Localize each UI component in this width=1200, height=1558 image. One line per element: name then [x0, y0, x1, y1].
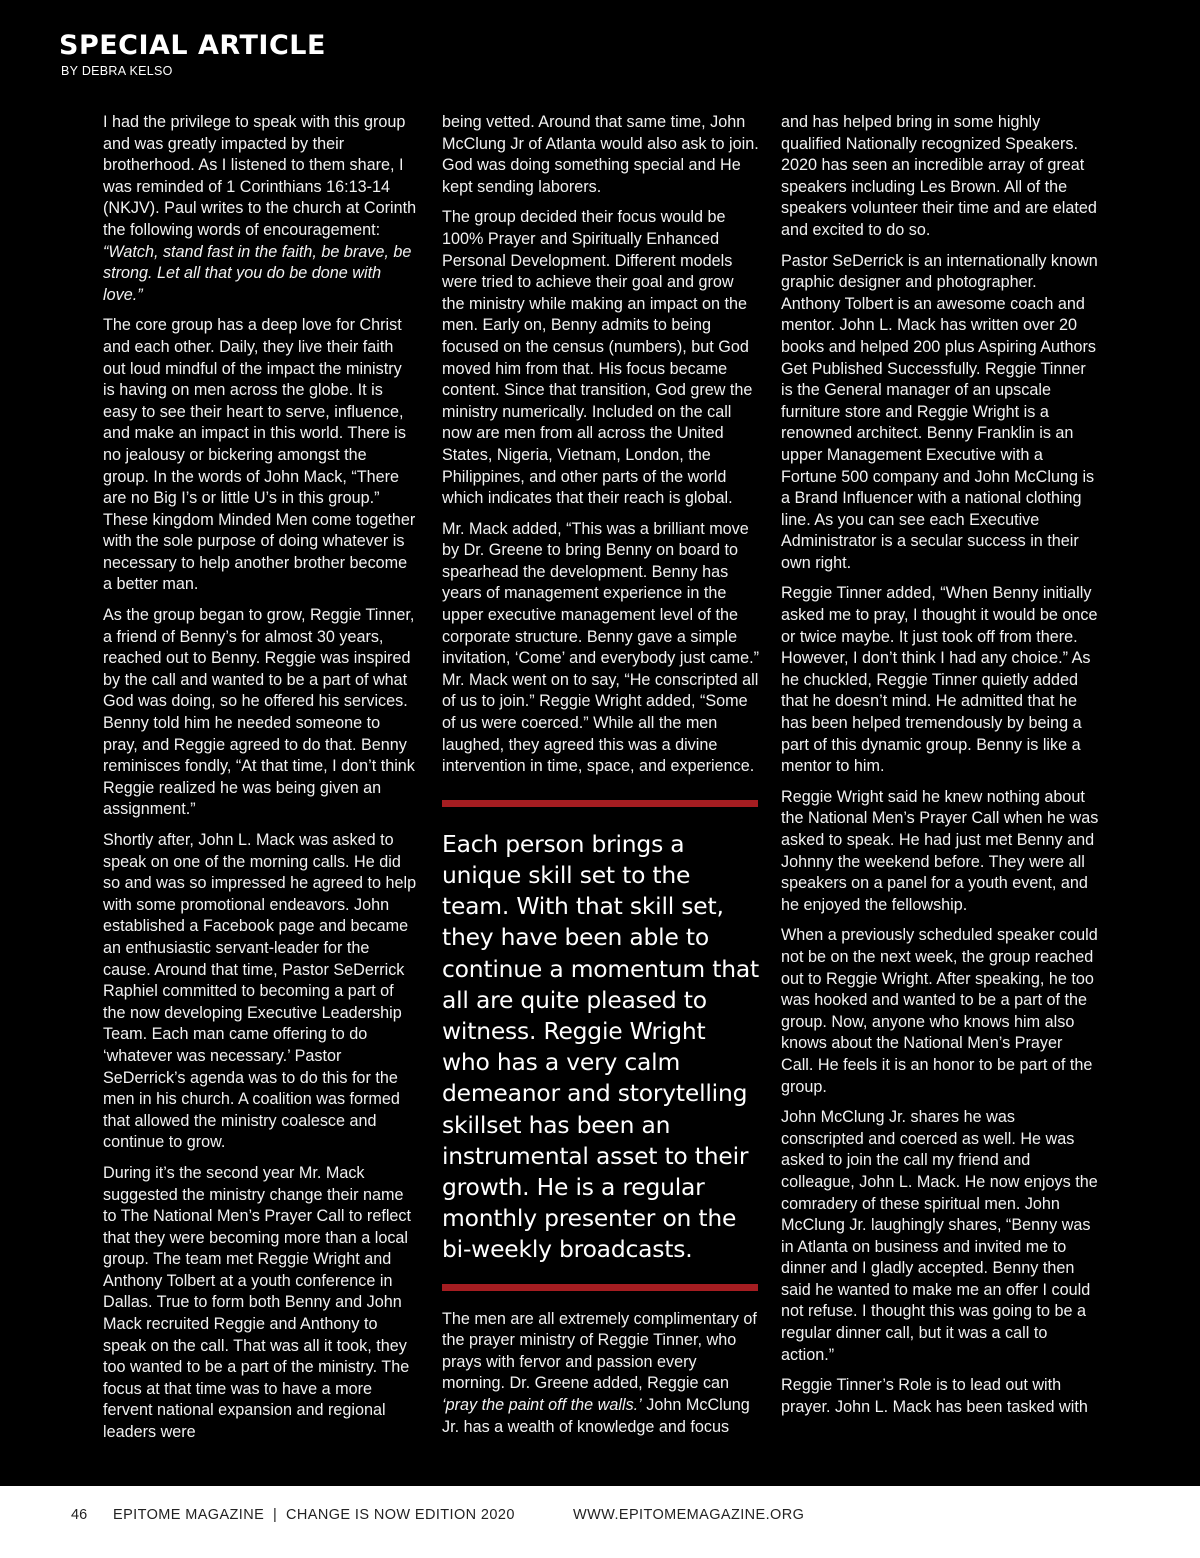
- paragraph: and has helped bring in some highly qualified Nationally recognized Speakers. 2020 has seen an incredible array of great speakers including Les Brown. All of the speakers volunteer their time and are elated and excited to do so.: [781, 113, 1097, 239]
- page-footer: [0, 1486, 1200, 1558]
- paragraph-text: I had the privilege to speak with this group and was greatly impacted by their brotherhood. As I listened to them share, I was reminded of 1 Corinthians 16:13-14 (NKJV). Paul writes to the church at Corinth the following words of encouragement:: [103, 113, 417, 239]
- paragraph: During it’s the second year Mr. Mack suggested the ministry change their name to The National Men’s Prayer Call to reflect that they were becoming more than a local group. The team met Reggie Wright and Anthony Tolbert at a youth conference in Dallas. True to form both Benny and John Mack recruited Reggie and Anthony to speak on the call. That was all it took, they too wanted to be a part of the ministry. The focus at that time was to have a more fervent national expansion and regional leaders were: [103, 1163, 412, 1442]
- paragraph: As the group began to grow, Reggie Tinner, a friend of Benny’s for almost 30 years, reached out to Benny. Reggie was inspired by the call and wanted to be a part of what God was doing, so he offered his services. Benny told him he needed someone to pray, and Reggie agreed to do that. Benny reminisces fondly, “At that time, I don’t think Reggie realized he was being given an assignment.”: [103, 606, 415, 819]
- scripture-quote: “Watch, stand fast in the faith, be brave, be strong. Let all that you do be done with love.”: [103, 242, 412, 304]
- paragraph: Reggie Wright said he knew nothing about the National Men’s Prayer Call when he was asked to speak. He had just met Benny and Johnny the weekend before. They were all speakers on a panel for a youth event, and he enjoyed the fellowship.: [781, 787, 1099, 914]
- paragraph: The core group has a deep love for Christ and each other. Daily, they live their faith out loud mindful of the impact the ministry is having on men across the globe. It is easy to see their heart to serve, influence, and make an impact in this world. There is no jealousy or bickering amongst the group. In the words of John Mack, “There are no Big I’s or little U’s in this group.” These kingdom Minded Men come together with the sole purpose of doing whatever is necessary to help another brother become a better man.: [103, 316, 416, 594]
- paragraph: Reggie Tinner added, “When Benny initially asked me to pray, I thought it would be once or twice maybe. It just took off from there. However, I don’t think I had any choice.” As he chuckled, Reggie Tinner quietly added that he doesn’t mind. He admitted that he has been helped tremendously by being a part of this dynamic group. Benny is like a mentor to him.: [781, 584, 1098, 776]
- paragraph-text: John McClung Jr. has a wealth of knowledge and focus: [442, 1396, 750, 1436]
- paragraph: The group decided their focus would be 100% Prayer and Spiritually Enhanced Personal Development. Different models were tried to achieve their goal and grow the ministry while making an impact on the men. Early on, Benny admits to being focused on the census (numbers), but God moved him from that. His focus became content. Since that transition, God grew the ministry numerically. Included on the call now are men from all across the United States, Nigeria, Vietnam, London, the Philippines, and other parts of the world which indicates that their reach is global.: [442, 208, 753, 508]
- inline-quote: ‘pray the paint off the walls.’: [442, 1396, 642, 1415]
- paragraph: Pastor SeDerrick is an internationally known graphic designer and photographer. Anthony Tolbert is an awesome coach and mentor. John L. Mack has written over 20 books and helped 200 plus Aspiring Authors Get Published Successfully. Reggie Tinner is the General manager of an upscale furniture store and Reggie Wright is a renowned architect. Benny Franklin is an upper Management Executive with a Fortune 500 company and John McClung is a Brand Influencer with a national clothing line. As you can see each Executive Administrator is a secular success in their own right.: [781, 251, 1098, 572]
- paragraph: John McClung Jr. shares he was conscripted and coerced as well. He was asked to join the call my friend and colleague, John L. Mack. He now enjoys the comradery of these spiritual men. John McClung Jr. laughingly shares, “Benny was in Atlanta on business and invited me to dinner and I gladly accepted. Benny then said he wanted to make me an offer I could not refuse. I thought this was going to be a regular dinner call, but it was a call to action.”: [781, 1108, 1098, 1364]
- paragraph: [103, 112, 417, 306]
- article-column-3: [781, 112, 1099, 1427]
- section-title: SPECIAL ARTICLE: [59, 30, 326, 61]
- paragraph: Mr. Mack added, “This was a brilliant move by Dr. Greene to bring Benny on board to spearhead the development. Benny has years of management experience in the upper executive management level of the corporate structure. Benny gave a simple invitation, ‘Come’ and everybody just came.” Mr. Mack went on to say, “He conscripted all of us to join.” Reggie Wright added, “Some of us were coerced.” While all the men laughed, they agreed this was a divine intervention in time, space, and experience.: [442, 519, 759, 776]
- pullquote-bottom-rule: [442, 1284, 758, 1291]
- pullquote-top-rule: [442, 800, 758, 807]
- page-number: 46: [71, 1507, 88, 1523]
- paragraph-text: The men are all extremely complimentary of the prayer ministry of Reggie Tinner, who prays with fervor and passion every morning. Dr. Greene added, Reggie can: [442, 1309, 757, 1393]
- article-column-2: [442, 112, 760, 1447]
- paragraph: When a previously scheduled speaker could not be on the next week, the group reached out to Reggie Wright. After speaking, he too was hooked and wanted to be a part of the group. Now, anyone who knows him also knows about the National Men’s Prayer Call. He feels it is an honor to be part of the group.: [781, 926, 1098, 1096]
- pull-quote: Each person brings a unique skill set to the team. With that skill set, they have been able to continue a momentum that all are quite pleased to witness. Reggie Wright who has a very calm demeanor and storytelling skillset has been an instrumental asset to their growth. He is a regular monthly presenter on the bi-weekly broadcasts.: [442, 829, 759, 1264]
- paragraph: Reggie Tinner’s Role is to lead out with prayer. John L. Mack has been tasked with: [781, 1376, 1088, 1416]
- paragraph: Shortly after, John L. Mack was asked to speak on one of the morning calls. He did so and was so impressed he agreed to help with some promotional endeavors. John established a Facebook page and became an enthusiastic servant-leader for the cause. Around that time, Pastor SeDerrick Raphiel committed to becoming a part of the now developing Executive Leadership Team. Each man came offering to do ‘whatever was necessary.’ Pastor SeDerrick’s agenda was to do this for the men in his church. A coalition was formed that allowed the ministry coalesce and continue to grow.: [103, 831, 417, 1152]
- paragraph: [442, 1309, 760, 1439]
- byline: BY DEBRA KELSO: [61, 64, 173, 78]
- article-column-1: [103, 112, 417, 1453]
- website-url: WWW.EPITOMEMAGAZINE.ORG: [573, 1507, 805, 1523]
- paragraph: being vetted. Around that same time, John McClung Jr of Atlanta would also ask to join. God was doing something special and He kept sending laborers.: [442, 113, 759, 196]
- magazine-edition: EPITOME MAGAZINE | CHANGE IS NOW EDITION 2020: [113, 1507, 515, 1523]
